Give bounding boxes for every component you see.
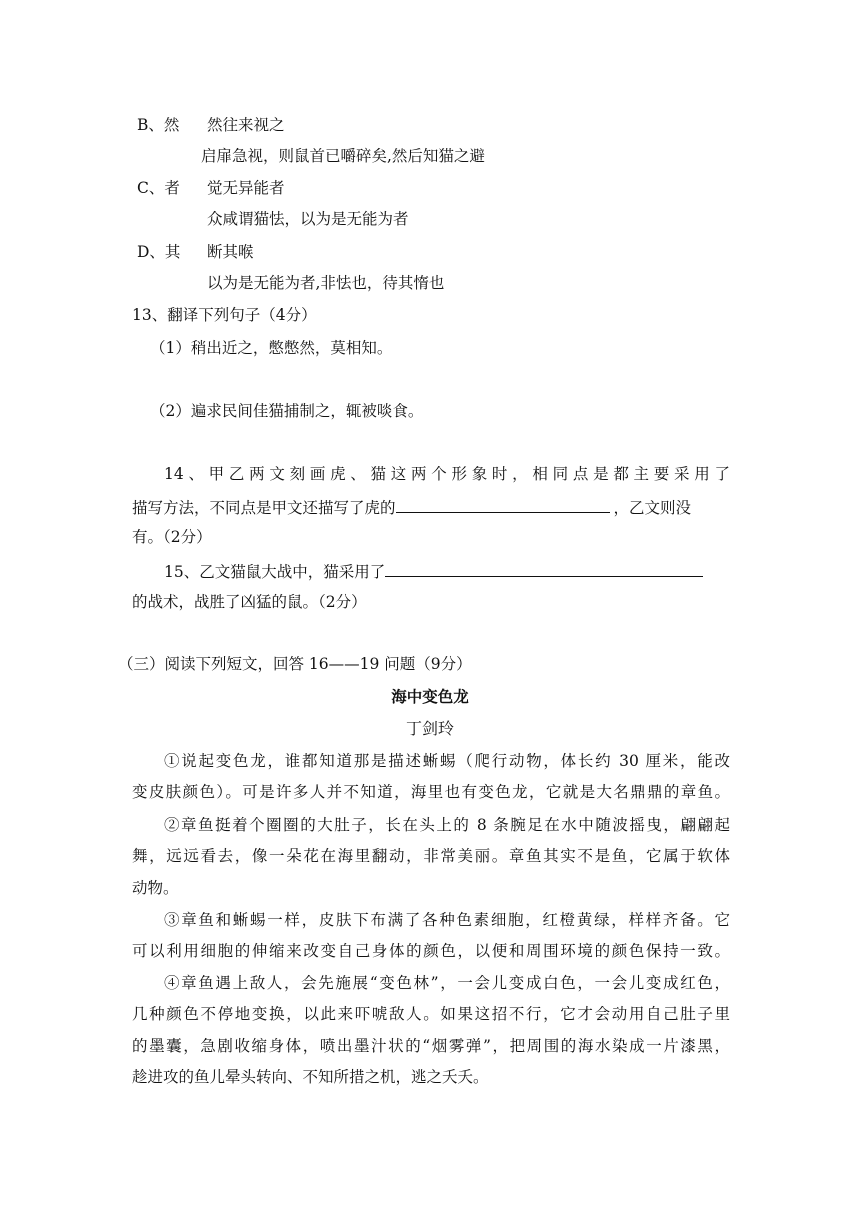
option-c-sentence: 众咸谓猫怯，以为是无能为者 xyxy=(207,210,409,228)
option-b xyxy=(137,115,285,135)
paragraph-1-line-2: 变皮肤颜色）。可是许多人并不知道，海里也有变色龙，它就是大名鼎鼎的章鱼。 xyxy=(132,783,730,801)
article-author: 丁剑玲 xyxy=(405,719,454,738)
option-letter: D、其 xyxy=(137,243,181,261)
paragraph-2-line-2: 舞，远远看去，像一朵花在海里翻动，非常美丽。章鱼其实不是鱼，它属于软体 xyxy=(132,847,730,865)
option-b-sentence: 启扉急视，则鼠首已嚼碎矣,然后知猫之避 xyxy=(201,147,485,165)
option-phrase: 断其喉 xyxy=(207,243,254,261)
q15-answer-blank[interactable] xyxy=(385,560,703,577)
q14-line-2-text: 描写方法，不同点是甲文还描写了虎的 xyxy=(132,499,396,517)
paragraph-4-line-3: 的墨囊，急剧收缩身体，喷出墨汁状的“烟雾弹”，把周围的海水染成一片漆黑， xyxy=(132,1037,730,1055)
q15-line-1 xyxy=(164,560,703,582)
q13-sentence-1: （1）稍出近之，憋憋然，莫相知。 xyxy=(150,339,393,357)
paragraph-3-line-1: ③章鱼和蜥蜴一样，皮肤下布满了各种色素细胞，红橙黄绿，样样齐备。它 xyxy=(164,911,730,929)
paragraph-2-line-3: 动物。 xyxy=(132,879,179,897)
q14-line-2 xyxy=(132,496,691,518)
q15-line-2: 的战术，战胜了凶猛的鼠。（2分） xyxy=(132,593,367,611)
q14-line-3: 有。（2分） xyxy=(132,528,212,546)
q14-line-2-tail: ，乙文则没 xyxy=(613,499,692,517)
q13-prompt: 13、翻译下列句子（4分） xyxy=(132,306,317,324)
paragraph-3-line-2: 可以利用细胞的伸缩来改变自己身体的颜色，以便和周围环境的颜色保持一致。 xyxy=(132,942,730,960)
q14-line-1: 14、甲乙两文刻画虎、猫这两个形象时，相同点是都主要采用了 xyxy=(164,465,730,483)
option-letter: C、者 xyxy=(137,179,180,197)
q15-line-1-text: 15、乙文猫鼠大战中，猫采用了 xyxy=(164,563,386,581)
option-d-sentence: 以为是无能为者,非怯也，待其惰也 xyxy=(207,274,445,292)
article-title: 海中变色龙 xyxy=(391,687,469,706)
option-c xyxy=(137,178,285,198)
paragraph-1-line-1: ①说起变色龙，谁都知道那是描述蜥蜴（爬行动物，体长约 30 厘米，能改 xyxy=(164,752,730,770)
option-letter: B、然 xyxy=(137,116,180,134)
option-phrase: 觉无异能者 xyxy=(207,179,285,197)
section-3-header: （三）阅读下列短文，回答 16——19 问题（9分） xyxy=(118,655,472,673)
paragraph-4-line-2: 几种颜色不停地变换，以此来吓唬敌人。如果这招不行，它才会动用自己肚子里 xyxy=(132,1005,730,1023)
paragraph-4-line-1: ④章鱼遇上敌人，会先施展“变色林”，一会儿变成白色，一会儿变成红色， xyxy=(164,974,730,992)
option-d xyxy=(137,242,254,262)
paragraph-2-line-1: ②章鱼挺着个圈圈的大肚子，长在头上的 8 条腕足在水中随波摇曳，翩翩起 xyxy=(164,816,730,834)
paragraph-4-line-4: 趁进攻的鱼儿晕头转向、不知所措之机，逃之夭夭。 xyxy=(132,1068,489,1086)
q13-sentence-2: （2）遍求民间佳猫捕制之，辄被啖食。 xyxy=(150,402,424,420)
option-phrase: 然往来视之 xyxy=(207,116,285,134)
q14-answer-blank[interactable] xyxy=(396,496,610,513)
